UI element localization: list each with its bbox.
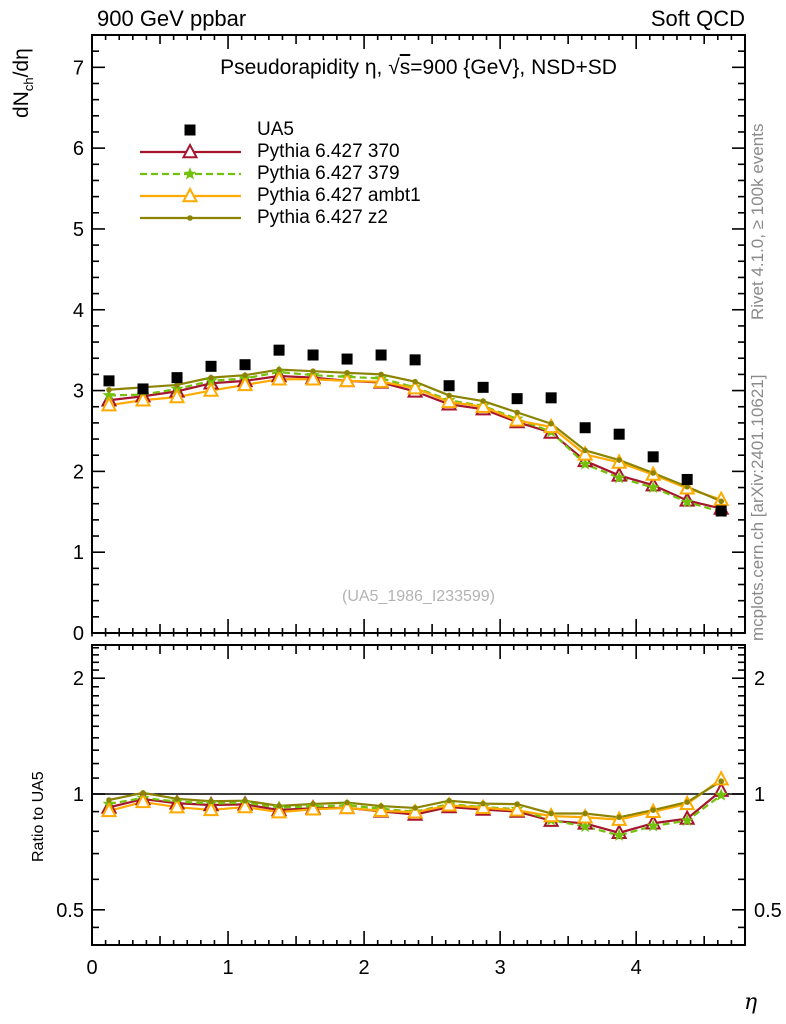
legend-item-1 bbox=[138, 141, 421, 163]
legend-label: Pythia 6.427 370 bbox=[257, 141, 400, 162]
legend-triangle-open-icon bbox=[138, 186, 243, 206]
svg-text:4: 4 bbox=[72, 299, 84, 322]
svg-text:2: 2 bbox=[72, 668, 84, 691]
svg-text:0: 0 bbox=[86, 957, 98, 979]
legend-item-3 bbox=[138, 185, 421, 207]
svg-text:0.5: 0.5 bbox=[754, 899, 782, 922]
legend-label: Pythia 6.427 ambt1 bbox=[257, 185, 421, 206]
svg-text:1: 1 bbox=[754, 784, 766, 807]
svg-text:4: 4 bbox=[630, 957, 642, 979]
beam-energy-label: 900 GeV ppbar bbox=[97, 6, 247, 31]
svg-text:0: 0 bbox=[72, 623, 84, 645]
ratio-y-axis-label: Ratio to UA5 bbox=[30, 771, 47, 862]
legend-triangle-open-icon bbox=[138, 142, 243, 162]
x-axis-label: η bbox=[744, 990, 758, 1015]
svg-text:2: 2 bbox=[72, 461, 84, 484]
y-label-suffix: /dη bbox=[10, 48, 33, 78]
process-group-label: Soft QCD bbox=[650, 6, 745, 31]
svg-text:7: 7 bbox=[72, 57, 84, 80]
legend-label: UA5 bbox=[257, 119, 294, 140]
legend-star-icon bbox=[138, 164, 243, 184]
svg-text:5: 5 bbox=[72, 218, 84, 241]
svg-text:1: 1 bbox=[72, 784, 84, 807]
plot-title-suffix: =900 {GeV}, NSD+SD bbox=[410, 56, 617, 79]
svg-text:1: 1 bbox=[222, 957, 234, 979]
y-label-subscript: ch bbox=[21, 77, 37, 92]
mcplots-reference-label: mcplots.cern.ch [arXiv:2401.10621] bbox=[748, 374, 767, 641]
legend-item-2 bbox=[138, 163, 421, 185]
svg-text:0.5: 0.5 bbox=[56, 899, 84, 922]
legend-label: Pythia 6.427 z2 bbox=[257, 207, 388, 228]
svg-text:3: 3 bbox=[72, 380, 84, 403]
legend-item-0 bbox=[138, 119, 421, 141]
plot-title bbox=[92, 56, 745, 80]
svg-text:2: 2 bbox=[754, 668, 766, 691]
legend-item-4 bbox=[138, 207, 421, 229]
svg-text:3: 3 bbox=[494, 957, 506, 979]
plot-title-sqrt-arg: s bbox=[399, 56, 411, 79]
legend-dot-icon bbox=[138, 208, 243, 228]
rivet-version-label: Rivet 4.1.0, ≥ 100k events bbox=[748, 123, 767, 320]
svg-text:1: 1 bbox=[72, 542, 84, 565]
legend-label: Pythia 6.427 379 bbox=[257, 163, 400, 184]
analysis-id-watermark: (UA5_1986_I233599) bbox=[341, 588, 495, 605]
svg-text:6: 6 bbox=[72, 138, 84, 161]
main-y-axis-label bbox=[10, 48, 36, 118]
svg-text:2: 2 bbox=[358, 957, 370, 979]
legend bbox=[138, 119, 421, 229]
legend-square-icon bbox=[138, 120, 243, 140]
y-label-prefix: dN bbox=[10, 91, 33, 118]
plot-title-prefix: Pseudorapidity η, √ bbox=[220, 56, 400, 79]
